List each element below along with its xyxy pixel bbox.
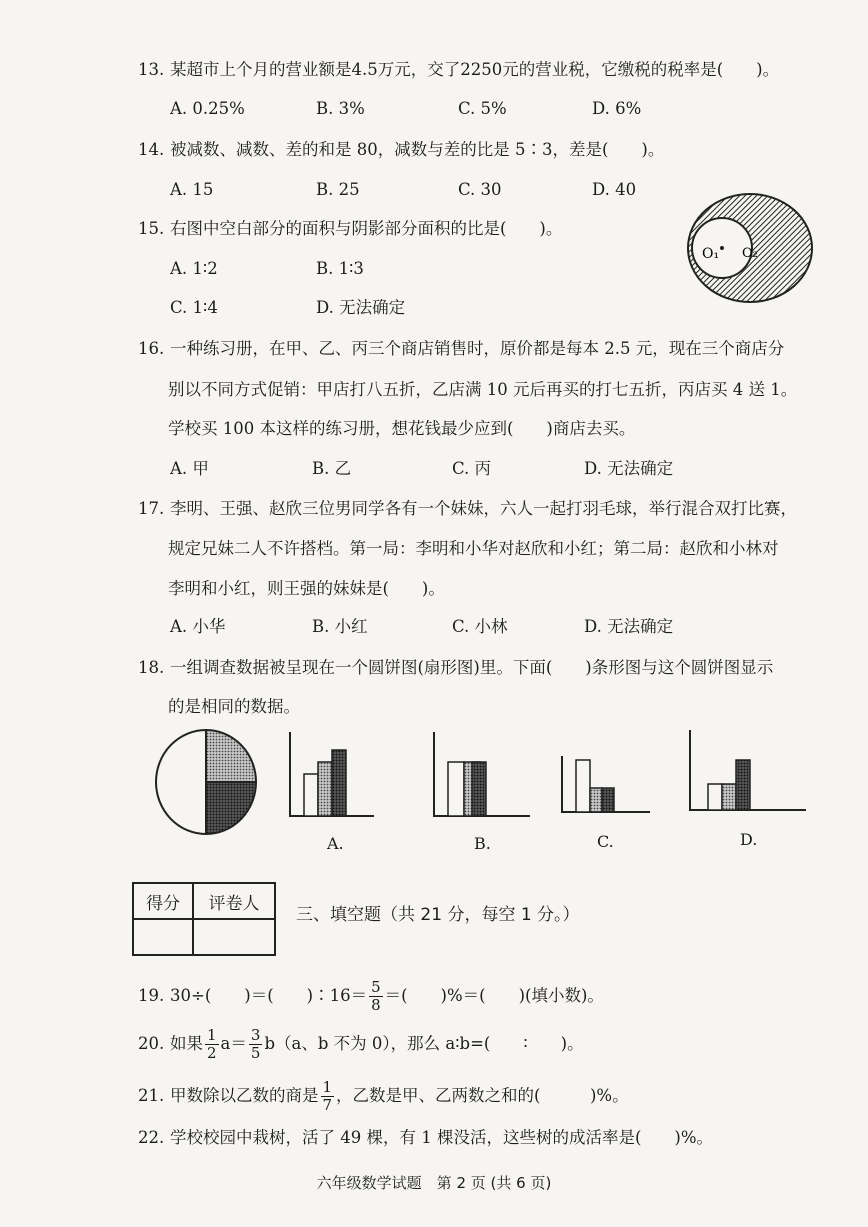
question-number: 19.: [138, 986, 165, 1005]
question-13: [138, 60, 779, 80]
option-d: D. 6%: [592, 99, 642, 118]
question-14: [138, 140, 664, 160]
question-stem: 某超市上个月的营业额是4.5万元，交了2250元的营业税，它缴税的税率是( )。: [170, 60, 780, 79]
page-footer: 六年级数学试题 第 2 页 (共 6 页): [316, 1174, 552, 1192]
pie-dark-quarter: [206, 782, 256, 834]
question-text: 30÷( )＝( )∶16＝: [170, 986, 368, 1005]
bar-blank: [576, 760, 590, 812]
fraction-numerator: 1: [207, 1026, 217, 1044]
question-text: 学校校园中栽树，活了 49 棵，有 1 棵没活，这些树的成活率是( )%。: [170, 1128, 714, 1147]
question-text: a＝: [220, 1034, 247, 1053]
option-d: D. 无法确定: [584, 459, 674, 478]
question-number: 13.: [138, 60, 165, 79]
option-b: B. 1∶3: [316, 259, 364, 278]
center-label-o2: O₂: [742, 246, 758, 261]
fraction-denominator: 5: [250, 1044, 261, 1062]
question-number: 17.: [138, 499, 165, 518]
question-stem-line: 规定兄妹二人不许搭档。第一局：李明和小华对赵欣和小红；第二局：赵欣和小林对: [168, 539, 779, 558]
fraction-3-5: [249, 1028, 263, 1061]
question-number: 20.: [138, 1034, 165, 1053]
question-17: [138, 499, 797, 519]
fraction-denominator: 2: [207, 1044, 217, 1062]
grader-header: 评卷人: [193, 883, 275, 919]
option-a: A. 15: [170, 180, 214, 199]
pie-chart: [156, 730, 256, 834]
bar-blank: [448, 762, 464, 816]
question-18: [138, 658, 773, 678]
question-text: ，乙数是甲、乙两数之和的( )%。: [336, 1086, 629, 1105]
question-15: [138, 219, 562, 239]
option-d: D. 40: [592, 180, 637, 199]
bar-blank: [304, 774, 318, 816]
question-stem: 被减数、减数、差的和是 80，减数与差的比是 5∶3，差是( )。: [170, 140, 665, 159]
bar-chart-b: [434, 732, 530, 816]
question-number: 14.: [138, 140, 165, 159]
option-c: C. 1∶4: [170, 298, 218, 317]
pie-blank-half: [156, 730, 206, 834]
question-text: 甲数除以乙数的商是: [170, 1086, 319, 1105]
bar-chart-c: [562, 756, 650, 812]
question-stem-line: 的是相同的数据。: [168, 697, 300, 716]
bar-light: [590, 788, 602, 812]
fraction-numerator: 1: [322, 1078, 333, 1096]
chart-label-a: A.: [327, 834, 344, 853]
option-c: C. 丙: [452, 459, 492, 478]
bar-light: [722, 784, 736, 810]
question-number: 18.: [138, 658, 165, 677]
bar-dark: [736, 760, 750, 810]
bar-dark: [602, 788, 614, 812]
question-stem-line: 一种练习册，在甲、乙、丙三个商店销售时，原价都是每本 2.5 元，现在三个商店分: [170, 339, 785, 358]
option-b: B. 3%: [316, 99, 365, 118]
question-number: 21.: [138, 1086, 165, 1105]
option-a: A. 1∶2: [170, 259, 218, 278]
score-header: 得分: [133, 883, 193, 919]
question-stem-line: 一组调查数据被呈现在一个圆饼图(扇形图)里。下面( )条形图与这个圆饼图显示: [170, 658, 774, 677]
chart-label-d: D.: [740, 830, 758, 849]
option-d: D. 无法确定: [316, 298, 406, 317]
option-b: B. 乙: [312, 459, 352, 478]
option-c: C. 5%: [458, 99, 507, 118]
question-stem-line: 李明、王强、赵欣三位男同学各有一个妹妹，六人一起打羽毛球，举行混合双打比赛，: [170, 499, 797, 518]
question-stem-line: 学校买 100 本这样的练习册，想花钱最少应到( )商店去买。: [168, 419, 636, 438]
option-c: C. 30: [458, 180, 502, 199]
pie-and-bar-figures: [152, 726, 812, 836]
question-21: [138, 1076, 629, 1116]
question-stem: 右图中空白部分的面积与阴影部分面积的比是( )。: [170, 219, 563, 238]
option-d: D. 无法确定: [584, 617, 674, 636]
bar-chart-a: [290, 732, 374, 816]
bar-chart-d: [690, 730, 806, 810]
question-stem-line: 李明和小红，则王强的妹妹是( )。: [168, 579, 445, 598]
question-22: [138, 1128, 713, 1148]
bar-blank: [708, 784, 722, 810]
question-16: [138, 339, 784, 359]
chart-label-b: B.: [474, 834, 491, 853]
fraction-denominator: 8: [371, 996, 381, 1014]
grader-cell[interactable]: [193, 919, 275, 955]
fraction-numerator: 3: [250, 1026, 261, 1044]
score-table: [132, 882, 276, 956]
option-a: A. 甲: [170, 459, 209, 478]
question-text: b（a、b 不为 0），那么 a∶b=( ∶ )。: [264, 1034, 584, 1053]
fraction-numerator: 5: [371, 978, 381, 996]
question-text: 如果: [170, 1034, 203, 1053]
option-c: C. 小林: [452, 617, 508, 636]
question-19: [138, 976, 604, 1016]
question-stem-line: 别以不同方式促销：甲店打八五折，乙店满 10 元后再买的打七五折，丙店买 4 送 1。: [168, 380, 798, 399]
chart-label-c: C.: [597, 832, 614, 851]
score-cell[interactable]: [133, 919, 193, 955]
bar-dark: [332, 750, 346, 816]
option-b: B. 25: [316, 180, 360, 199]
option-b: B. 小红: [312, 617, 368, 636]
question-number: 15.: [138, 219, 165, 238]
pie-light-quarter: [206, 730, 256, 782]
question-text: ＝( )%＝( )(填小数)。: [384, 986, 604, 1005]
fraction-1-7: [321, 1080, 335, 1113]
option-a: A. 0.25%: [170, 99, 245, 118]
question-number: 16.: [138, 339, 165, 358]
section-title: 三、填空题（共 21 分，每空 1 分。）: [296, 905, 580, 925]
question-20: [138, 1024, 584, 1064]
option-a: A. 小华: [170, 617, 226, 636]
bar-light: [318, 762, 332, 816]
fraction-1-2: [205, 1028, 219, 1061]
bar-dark: [472, 762, 486, 816]
circles-figure: [686, 192, 816, 304]
center-label-o1: O₁: [702, 246, 720, 262]
fraction-5-8: [369, 980, 383, 1013]
question-number: 22.: [138, 1128, 165, 1147]
center-dot-o1: [720, 246, 724, 250]
fraction-denominator: 7: [322, 1096, 333, 1114]
